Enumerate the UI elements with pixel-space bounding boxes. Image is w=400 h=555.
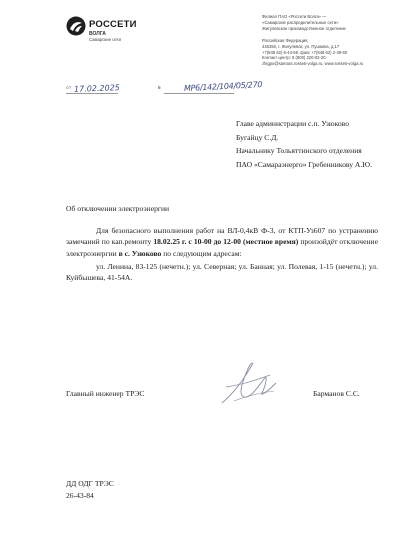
- letter-body: [66, 225, 378, 283]
- org-line: Российская Федерация,: [262, 37, 309, 43]
- body-paragraph: [66, 225, 378, 259]
- logo-subtitle: Самарские сети: [89, 37, 122, 42]
- date-label: от: [66, 86, 72, 91]
- body-text: Для безопасного выполнения работ на ВЛ-0,4кВ Ф-3, от КТП-Уз607 по устранению замечаний по кап.ремонту: [66, 226, 378, 247]
- recipient-line: Бугайцу С.Д.: [236, 132, 279, 142]
- outage-location: в с. Узюково: [118, 248, 162, 258]
- address-list: ул. Ленина, 83-125 (нечетн.); ул. Северная; ул. Банная; ул. Полевая, 1-15 (нечетн.); ул. Куйбышева, 41-54А.: [66, 261, 378, 283]
- company-logo: [66, 16, 176, 50]
- rosseti-logo-icon: [66, 16, 86, 36]
- body-text: по следующим адресам:: [161, 248, 242, 258]
- signatory-title: Главный инженер ТРЭС: [66, 389, 145, 398]
- document-number: МР6/142/104/05/270: [183, 79, 263, 94]
- body-text: произойдёт отключение электроэнергии: [66, 237, 378, 258]
- recipient-line: ПАО «Самараэнерго» Гребенникову А.Ю.: [236, 159, 373, 169]
- org-line: 445350, г. Жигулевск, ул. Пушкина, д.17: [262, 43, 340, 49]
- document-date: 17.02.2025: [73, 83, 120, 94]
- org-line: zhigpo@samara.rosseti-volga.ru, www.rosseti-volga.ru: [262, 61, 364, 67]
- letter-subject: Об отключении электроэнергии: [66, 204, 170, 213]
- number-label: №: [158, 86, 161, 91]
- org-line: Жигулевское производственное отделение: [262, 25, 346, 31]
- organization-details: [262, 14, 394, 67]
- logo-name: РОССЕТИ: [89, 19, 137, 30]
- org-line: Контакт-центр: 8 (800) 220-02-20: [262, 55, 326, 61]
- recipient-line: Начальнику Тольяттинского отделения: [236, 146, 362, 155]
- number-underline: [164, 93, 234, 94]
- handwritten-signature: [214, 357, 284, 409]
- document-registration: [66, 79, 263, 98]
- contact-phone: 26-43-84: [66, 491, 94, 500]
- logo-region: ВОЛГА: [89, 31, 106, 37]
- signatory-name: Барманов С.С.: [313, 389, 360, 398]
- recipient-line: Главе администрации с.п. Узюково: [236, 119, 350, 128]
- outage-time: 18.02.25 г. с 10-00 до 12-00 (местное время): [153, 237, 299, 247]
- org-line: +7(848 62) 6-43-59, факс +7(848 62) 2-39-50: [262, 49, 348, 55]
- org-line: Филиал ПАО «Россети Волга» —: [262, 14, 327, 19]
- contact-department: ДД ОДГ ТРЭС: [66, 479, 114, 488]
- recipients: [236, 117, 372, 171]
- org-line: «Самарские распределительные сети»: [262, 19, 339, 25]
